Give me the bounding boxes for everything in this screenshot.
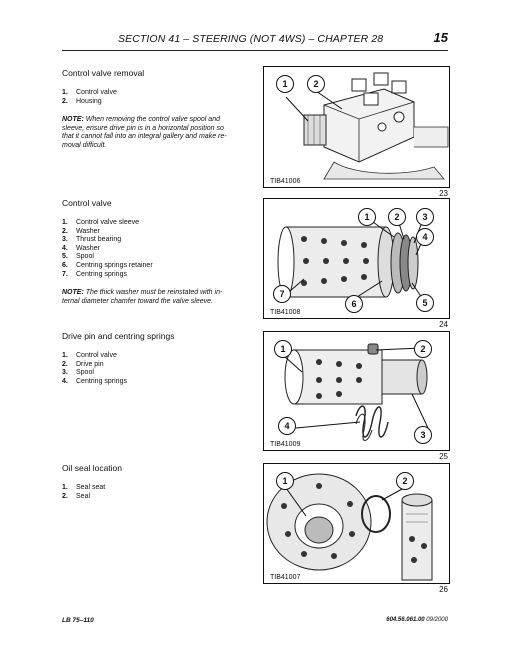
list-item: 2. Drive pin (62, 360, 104, 368)
callout-2: 2 (396, 472, 414, 490)
figure-code: TIB41006 (270, 178, 301, 185)
section-heading: Control valve removal (62, 68, 145, 78)
section-title: SECTION 41 – STEERING (NOT 4WS) – CHAPTER 28 (118, 33, 384, 45)
figure-number: 24 (439, 320, 448, 329)
list-item: 1. Control valve sleeve (62, 219, 140, 226)
figure-number: 23 (439, 189, 448, 198)
list-item: 4. Washer (62, 244, 100, 252)
footer-document-code: 604.56.061.00 09/2000 (386, 617, 448, 623)
list-item: 2. Housing (62, 97, 102, 105)
section-heading: Oil seal location (62, 463, 123, 473)
figure-number: 25 (439, 452, 448, 461)
callout-1: 1 (276, 75, 294, 93)
parts-list (62, 484, 262, 501)
callout-4: 4 (416, 228, 434, 246)
callout-4: 4 (278, 417, 296, 435)
figure-control-valve (263, 198, 450, 319)
section-oil-seal (62, 463, 262, 501)
list-item: 1. Control valve (62, 89, 117, 96)
figure-code: TIB41008 (270, 309, 301, 316)
figure-drive-pin (263, 331, 450, 451)
note: NOTE: When removing the control valve spool and sleeve, ensure drive pin is in a horizontal position so that it cannot fall into an integral gallery and make re- moval difficult. (62, 116, 227, 149)
list-item: 7. Centring springs (62, 270, 127, 278)
callout-2: 2 (388, 208, 406, 226)
page-header (62, 30, 448, 51)
section-control-valve-removal (62, 68, 262, 151)
page-number: 15 (433, 30, 448, 45)
callout-6: 6 (345, 295, 363, 313)
figure-control-valve-removal (263, 66, 450, 188)
section-control-valve (62, 198, 262, 306)
footer-model: LB 75–110 (62, 617, 94, 624)
callout-2: 2 (414, 340, 432, 358)
note: NOTE: The thick washer must be reinstated with in- ternal diameter chamfer toward the valve sleeve. (62, 289, 223, 305)
figure-number: 26 (439, 585, 448, 594)
figure-oil-seal (263, 463, 450, 584)
list-item: 2. Seal (62, 492, 91, 500)
callout-3: 3 (414, 426, 432, 444)
list-item: 2. Washer (62, 227, 100, 235)
figure-code: TIB41007 (270, 574, 301, 581)
list-item: 1. Seal seat (62, 484, 106, 491)
list-item: 6. Centring springs retainer (62, 261, 153, 269)
figure-code: TIB41009 (270, 441, 301, 448)
callout-2: 2 (307, 75, 325, 93)
callout-7: 7 (273, 285, 291, 303)
parts-list (62, 219, 262, 279)
parts-list (62, 89, 262, 106)
section-drive-pin (62, 331, 262, 386)
parts-list (62, 352, 262, 386)
callout-1: 1 (276, 472, 294, 490)
list-item: 3. Spool (62, 369, 94, 377)
callout-5: 5 (416, 294, 434, 312)
callout-1: 1 (274, 340, 292, 358)
section-heading: Drive pin and centring springs (62, 331, 175, 341)
list-item: 4. Centring springs (62, 377, 127, 385)
list-item: 5. Spool (62, 253, 94, 261)
list-item: 3. Thrust bearing (62, 236, 122, 244)
list-item: 1. Control valve (62, 352, 117, 359)
callout-1: 1 (358, 208, 376, 226)
callout-3: 3 (416, 208, 434, 226)
section-heading: Control valve (62, 198, 112, 208)
